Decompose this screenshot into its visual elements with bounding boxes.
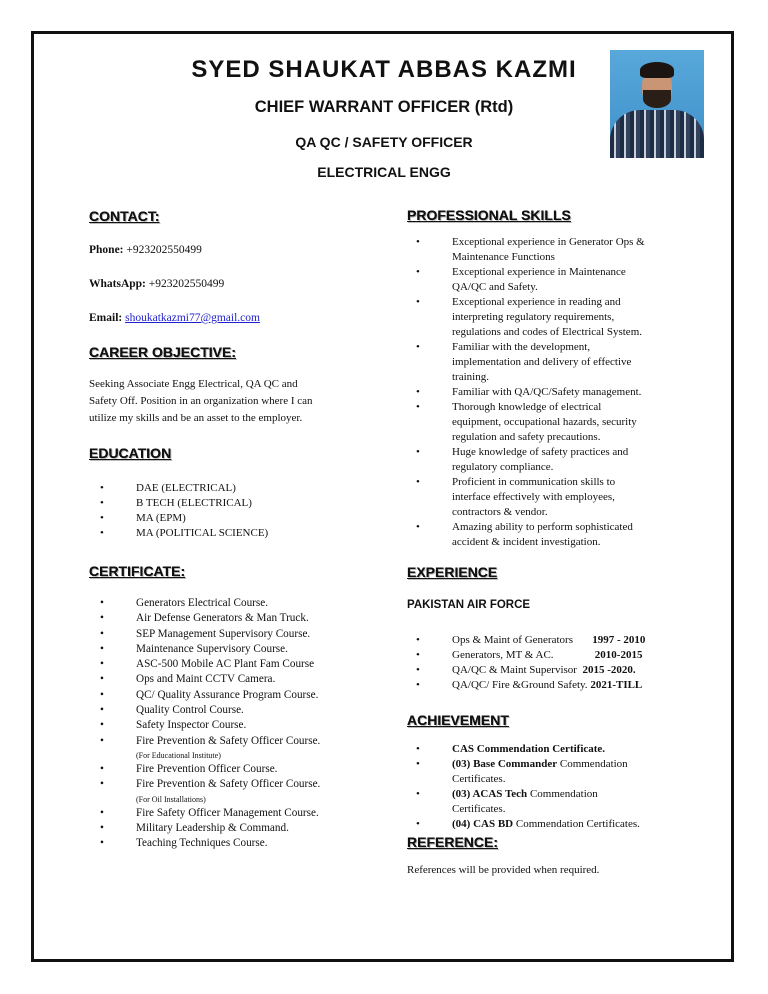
list-item: • Fire Prevention Officer Course. bbox=[100, 762, 320, 777]
list-item: • DAE (ELECTRICAL) bbox=[100, 481, 268, 496]
skill-line: regulatory compliance. bbox=[452, 461, 554, 473]
achievement-text: Commendation Certificates. bbox=[513, 818, 640, 830]
experience-role: QA/QC/ Fire &Ground Safety. bbox=[452, 679, 588, 691]
achievement-bold: CAS Commendation Certificate. bbox=[452, 743, 606, 755]
experience-role: Ops & Maint of Generators bbox=[452, 634, 573, 646]
skill-line: interface effectively with employees, bbox=[452, 491, 615, 503]
skill-line: • Familiar with the development, bbox=[452, 341, 591, 353]
list-item: • Safety Inspector Course. bbox=[100, 718, 320, 733]
list-item bbox=[416, 633, 706, 648]
skill-line: • Amazing ability to perform sophisticated bbox=[452, 521, 633, 533]
skill-line: regulation and safety precautions. bbox=[452, 431, 601, 443]
email-label: Email: bbox=[89, 312, 123, 324]
list-item: • Fire Safety Officer Management Course. bbox=[100, 806, 320, 821]
objective-text bbox=[89, 376, 313, 427]
education-list bbox=[100, 481, 268, 541]
list-item bbox=[416, 475, 706, 520]
experience-organization: PAKISTAN AIR FORCE bbox=[407, 599, 531, 611]
certificate-text: Fire Prevention & Safety Officer Course. bbox=[136, 734, 321, 747]
reference-text: References will be provided when required. bbox=[407, 864, 600, 876]
skill-line: • Exceptional experience in Generator Ops & bbox=[452, 236, 645, 248]
list-item: • MA (EPM) bbox=[100, 511, 268, 526]
experience-list bbox=[416, 633, 706, 693]
phone-line bbox=[89, 242, 202, 259]
skill-line: • Exceptional experience in Maintenance bbox=[452, 266, 626, 278]
skill-line: • Proficient in communication skills to bbox=[452, 476, 616, 488]
achievement-bold: (03) Base Commander bbox=[452, 758, 558, 770]
certificate-note: (For Oil Installations) bbox=[136, 794, 206, 804]
achievement-bold: (03) ACAS Tech bbox=[452, 788, 528, 800]
skill-line: • Huge knowledge of safety practices and bbox=[452, 446, 629, 458]
experience-date: 2021-TILL bbox=[590, 679, 643, 691]
experience-role: Generators, MT & AC. bbox=[452, 649, 554, 661]
reference-heading: REFERENCE: bbox=[407, 834, 499, 850]
list-item bbox=[416, 385, 706, 400]
whatsapp-label: WhatsApp: bbox=[89, 278, 146, 290]
list-item: • Maintenance Supervisory Course. bbox=[100, 642, 320, 657]
achievement-heading: ACHIEVEMENT bbox=[407, 712, 509, 728]
skill-line: QA/QC and Safety. bbox=[452, 281, 538, 293]
candidate-field: ELECTRICAL ENGG bbox=[317, 164, 451, 180]
objective-line: utilize my skills and be an asset to the employer. bbox=[89, 412, 303, 424]
phone-label: Phone: bbox=[89, 244, 124, 256]
list-item: • Generators Electrical Course. bbox=[100, 596, 320, 611]
list-item bbox=[416, 445, 706, 475]
achievement-text: Commendation bbox=[527, 788, 598, 800]
list-item: • QC/ Quality Assurance Program Course. bbox=[100, 688, 320, 703]
experience-date: 1997 - 2010 bbox=[592, 634, 646, 646]
list-item bbox=[416, 787, 706, 817]
candidate-name: SYED SHAUKAT ABBAS KAZMI bbox=[191, 56, 577, 83]
list-item bbox=[416, 265, 706, 295]
experience-role: QA/QC & Maint Supervisor bbox=[452, 664, 577, 676]
list-item bbox=[416, 400, 706, 445]
skill-line: contractors & vendor. bbox=[452, 506, 548, 518]
list-item: • SEP Management Supervisory Course. bbox=[100, 627, 320, 642]
education-heading: EDUCATION bbox=[89, 445, 172, 461]
list-item: • Quality Control Course. bbox=[100, 703, 320, 718]
list-item bbox=[416, 520, 706, 550]
skill-line: regulations and codes of Electrical System. bbox=[452, 326, 642, 338]
experience-heading: EXPERIENCE bbox=[407, 564, 498, 580]
list-item bbox=[416, 648, 706, 663]
list-item bbox=[416, 295, 706, 340]
photo-beard bbox=[643, 90, 671, 108]
email-link[interactable]: shoukatkazmi77@gmail.com bbox=[125, 312, 260, 324]
achievement-bold: (04) CAS BD bbox=[452, 818, 514, 830]
list-item: • Ops and Maint CCTV Camera. bbox=[100, 672, 320, 687]
list-item: • Air Defense Generators & Man Truck. bbox=[100, 611, 320, 626]
list-item bbox=[416, 663, 706, 678]
whatsapp-line bbox=[89, 276, 224, 293]
objective-heading: CAREER OBJECTIVE: bbox=[89, 344, 237, 360]
achievement-text: Certificates. bbox=[452, 773, 506, 785]
objective-line: Safety Off. Position in an organization where I can bbox=[89, 395, 313, 407]
experience-date: 2010-2015 bbox=[594, 649, 643, 661]
objective-line: Seeking Associate Engg Electrical, QA QC and bbox=[89, 378, 298, 390]
experience-date: 2015 -2020. bbox=[582, 664, 636, 676]
contact-heading: CONTACT: bbox=[89, 208, 160, 224]
skill-line: • Familiar with QA/QC/Safety management. bbox=[452, 386, 642, 398]
skill-line: interpreting regulatory requirements, bbox=[452, 311, 615, 323]
email-line bbox=[89, 310, 260, 327]
achievement-text: Commendation bbox=[557, 758, 628, 770]
achievement-text: Certificates. bbox=[452, 803, 506, 815]
skills-list bbox=[416, 235, 706, 550]
photo-hair bbox=[640, 62, 674, 78]
list-item: • Military Leadership & Command. bbox=[100, 821, 320, 836]
skill-line: implementation and delivery of effective bbox=[452, 356, 632, 368]
skill-line: accident & incident investigation. bbox=[452, 536, 601, 548]
certificate-heading: CERTIFICATE: bbox=[89, 563, 186, 579]
phone-value: +923202550499 bbox=[126, 244, 202, 256]
skill-line: Maintenance Functions bbox=[452, 251, 555, 263]
list-item bbox=[416, 340, 706, 385]
certificate-text: Fire Prevention & Safety Officer Course. bbox=[136, 778, 321, 791]
skill-line: • Exceptional experience in reading and bbox=[452, 296, 621, 308]
list-item: • MA (POLITICAL SCIENCE) bbox=[100, 526, 268, 541]
skill-line: equipment, occupational hazards, security bbox=[452, 416, 637, 428]
list-item bbox=[416, 817, 706, 832]
skill-line: training. bbox=[452, 371, 489, 383]
candidate-rank: CHIEF WARRANT OFFICER (Rtd) bbox=[254, 98, 514, 116]
candidate-role: QA QC / SAFETY OFFICER bbox=[295, 134, 473, 150]
achievement-list bbox=[416, 742, 706, 832]
skills-heading: PROFESSIONAL SKILLS bbox=[407, 207, 571, 223]
list-item bbox=[416, 757, 706, 787]
list-item bbox=[416, 678, 706, 693]
list-item bbox=[416, 235, 706, 265]
skill-line: • Thorough knowledge of electrical bbox=[452, 401, 602, 413]
list-item bbox=[100, 777, 320, 805]
list-item bbox=[416, 742, 706, 757]
list-item: • Teaching Techniques Course. bbox=[100, 836, 320, 851]
list-item: • ASC-500 Mobile AC Plant Fam Course bbox=[100, 657, 320, 672]
photo-shirt bbox=[610, 110, 704, 158]
certificate-note: (For Educational Institute) bbox=[136, 750, 221, 760]
list-item bbox=[100, 734, 320, 762]
whatsapp-value: +923202550499 bbox=[148, 278, 225, 290]
certificate-list bbox=[100, 596, 320, 851]
profile-photo bbox=[610, 50, 704, 158]
list-item: • B TECH (ELECTRICAL) bbox=[100, 496, 268, 511]
